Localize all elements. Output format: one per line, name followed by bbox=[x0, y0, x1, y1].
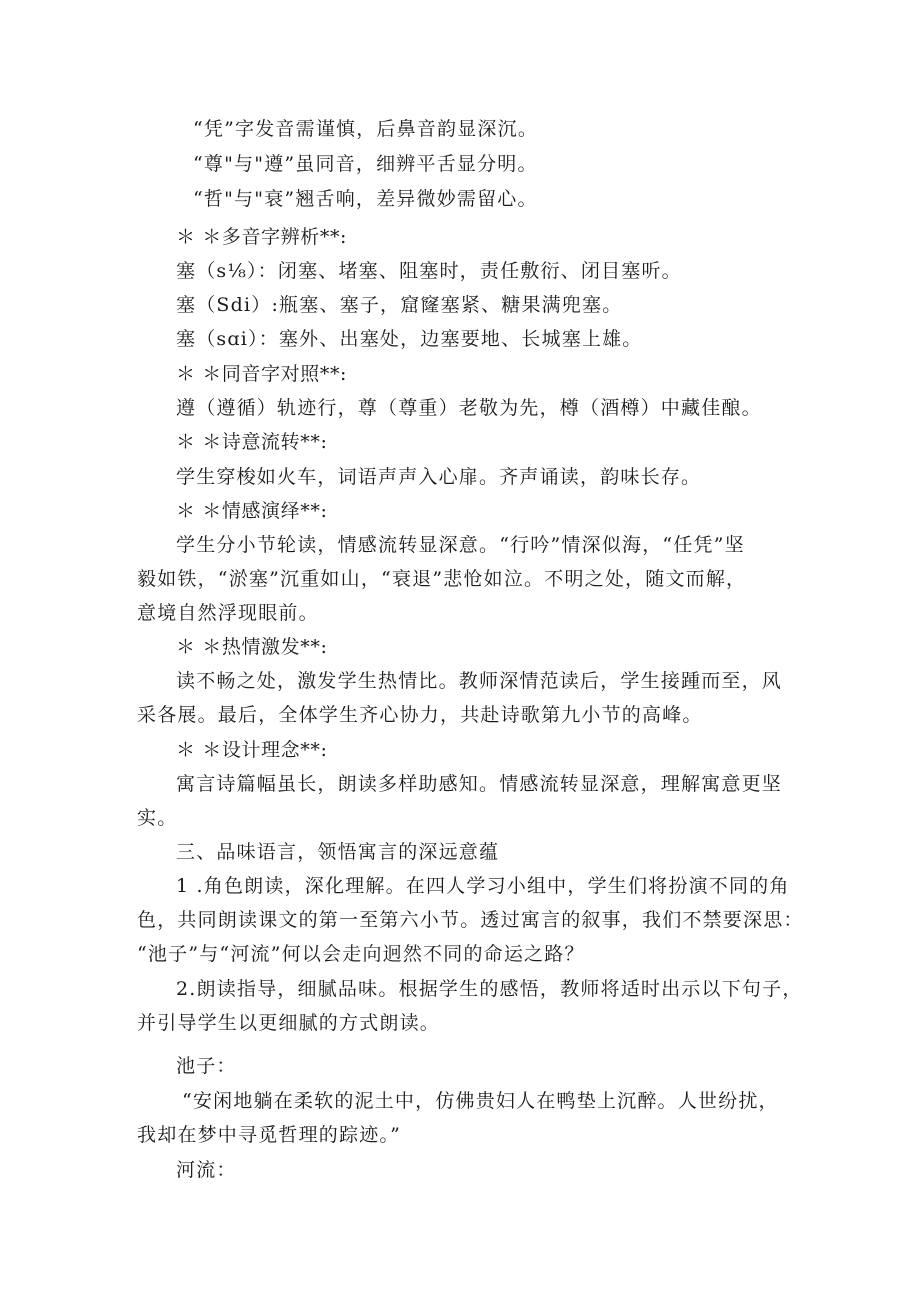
text-line: “池子”与“河流”何以会走向迥然不同的命运之路？ bbox=[137, 943, 585, 965]
text-line: 色，共同朗读课文的第一至第六小节。透过寓言的叙事，我们不禁要深思： bbox=[137, 909, 804, 931]
text-line: 寓言诗篇幅虽长，朗读多样助感知。情感流转显深意，理解寓意更坚 bbox=[176, 773, 783, 795]
text-line: 1 .角色朗读，深化理解。在四人学习小组中，学生们将扮演不同的角 bbox=[176, 875, 790, 897]
section-heading: ＊ ＊情感演绎**: bbox=[176, 500, 328, 522]
text-line: 并引导学生以更细腻的方式朗读。 bbox=[137, 1012, 441, 1034]
section-title: 三、品味语言，领悟寓言的深远意蕴 bbox=[176, 841, 500, 863]
text-line: 塞（s⅛）：闭塞、堵塞、阻塞时，责任敷衍、闭目塞听。 bbox=[176, 260, 682, 282]
text-line: 实。 bbox=[137, 807, 178, 829]
text-line: “安闲地躺在柔软的泥土中，仿佛贵妇人在鸭垫上沉醉。人世纷扰， bbox=[182, 1090, 779, 1112]
text-line: “尊"与"遵”虽同音，细辨平舌显分明。 bbox=[193, 153, 538, 175]
text-line: 塞（Sdi）:瓶塞、塞子，窟窿塞紧、糖果满兜塞。 bbox=[176, 294, 623, 316]
text-line: 意境自然浮现眼前。 bbox=[137, 602, 319, 624]
section-heading: ＊ ＊同音字对照**: bbox=[176, 363, 348, 385]
text-line: 读不畅之处，激发学生热情比。教师深情范读后，学生接踵而至，风 bbox=[176, 670, 783, 692]
text-line: 遵（遵循）轨迹行，尊（尊重）老敬为先，樽（酒樽）中藏佳酿。 bbox=[176, 397, 762, 419]
section-heading: ＊ ＊诗意流转**: bbox=[176, 431, 328, 453]
text-line: 毅如铁，“淤塞”沉重如山，“衰退”悲怆如泣。不明之处，随文而解， bbox=[137, 568, 747, 590]
text-line: 学生穿梭如火车，词语声声入心扉。齐声诵读，韵味长存。 bbox=[176, 466, 702, 488]
text-line: 我却在梦中寻觅哲理的踪迹。” bbox=[137, 1124, 402, 1146]
text-line: 河流： bbox=[176, 1159, 237, 1181]
text-line: 池子： bbox=[176, 1055, 237, 1077]
text-line: “哲"与"衰”翘舌响，差异微妙需留心。 bbox=[193, 188, 538, 210]
section-heading: ＊ ＊设计理念**: bbox=[176, 739, 328, 761]
section-heading: ＊ ＊多音字辨析**: bbox=[176, 226, 348, 248]
section-heading: ＊ ＊热情激发**: bbox=[176, 636, 328, 658]
text-line: 采各展。最后，全体学生齐心协力，共赴诗歌第九小节的高峰。 bbox=[137, 704, 703, 726]
text-line: “凭”字发音需谨慎，后鼻音韵显深沉。 bbox=[193, 118, 539, 140]
text-line: 学生分小节轮读，情感流转显深意。“行吟”情深似海，“任凭”坚 bbox=[176, 534, 745, 556]
text-line: 塞（sɑi）：塞外、出塞处，边塞要地、长城塞上雄。 bbox=[176, 328, 643, 350]
text-line: 2.朗读指导，细腻品味。根据学生的感悟，教师将适时出示以下句子， bbox=[176, 978, 803, 1000]
